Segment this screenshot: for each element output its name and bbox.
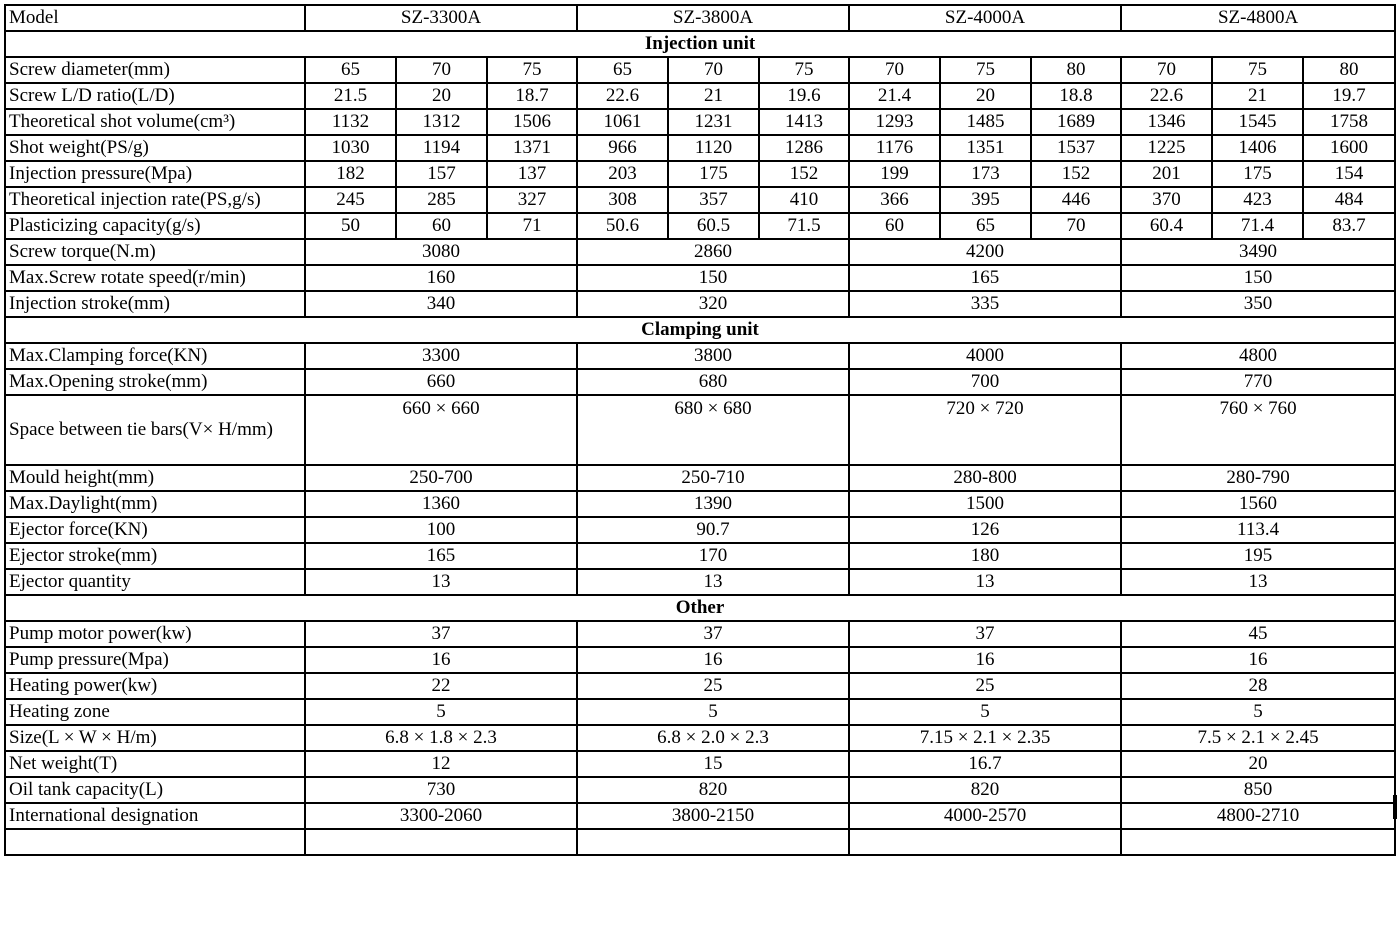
row-value: 157 (396, 161, 487, 187)
row-value: 250-710 (577, 465, 849, 491)
row-value: 21.5 (305, 83, 396, 109)
spec-table-body (5, 5, 1395, 855)
row-value: 340 (305, 291, 577, 317)
row-value: 21 (1212, 83, 1303, 109)
row-value: 1371 (487, 135, 577, 161)
row-value: 730 (305, 777, 577, 803)
table-row (5, 239, 1395, 265)
row-value: 1061 (577, 109, 668, 135)
table-row (5, 343, 1395, 369)
row-value: 1506 (487, 109, 577, 135)
table-row (5, 187, 1395, 213)
row-value: 60.4 (1121, 213, 1212, 239)
row-label: Max.Screw rotate speed(r/min) (5, 265, 305, 291)
row-value: 13 (1121, 569, 1395, 595)
row-value: 1600 (1303, 135, 1395, 161)
row-value: 327 (487, 187, 577, 213)
row-label: Shot weight(PS/g) (5, 135, 305, 161)
row-value: 19.7 (1303, 83, 1395, 109)
row-value: 4000-2570 (849, 803, 1121, 829)
row-value: 5 (1121, 699, 1395, 725)
spec-table (4, 4, 1396, 856)
row-value: 245 (305, 187, 396, 213)
row-value: 423 (1212, 187, 1303, 213)
row-value: 660 (305, 369, 577, 395)
row-value: 1545 (1212, 109, 1303, 135)
row-value: 966 (577, 135, 668, 161)
row-value: 1030 (305, 135, 396, 161)
row-value: 1286 (759, 135, 849, 161)
row-value: 45 (1121, 621, 1395, 647)
model-name: SZ-3800A (577, 5, 849, 31)
table-row (5, 265, 1395, 291)
table-row (5, 369, 1395, 395)
row-value: 50.6 (577, 213, 668, 239)
row-value: 335 (849, 291, 1121, 317)
row-value: 250-700 (305, 465, 577, 491)
row-value: 12 (305, 751, 577, 777)
row-value: 22.6 (577, 83, 668, 109)
table-row (5, 465, 1395, 491)
row-value: 285 (396, 187, 487, 213)
row-value: 180 (849, 543, 1121, 569)
row-value: 3300-2060 (305, 803, 577, 829)
table-row (5, 517, 1395, 543)
row-value: 173 (940, 161, 1031, 187)
row-value: 21.4 (849, 83, 940, 109)
row-value: 20 (940, 83, 1031, 109)
row-value: 18.8 (1031, 83, 1121, 109)
row-value: 170 (577, 543, 849, 569)
row-value: 280-790 (1121, 465, 1395, 491)
row-label: Theoretical injection rate(PS,g/s) (5, 187, 305, 213)
section-row-other (5, 595, 1395, 621)
table-row (5, 109, 1395, 135)
row-value: 75 (1212, 57, 1303, 83)
header-model-label: Model (5, 5, 305, 31)
model-name: SZ-4800A (1121, 5, 1395, 31)
row-value: 13 (305, 569, 577, 595)
table-row (5, 621, 1395, 647)
row-value: 152 (759, 161, 849, 187)
row-label: Mould height(mm) (5, 465, 305, 491)
table-row (5, 491, 1395, 517)
empty-row (5, 829, 1395, 855)
row-value: 357 (668, 187, 759, 213)
table-row (5, 699, 1395, 725)
table-row (5, 673, 1395, 699)
row-value: 1225 (1121, 135, 1212, 161)
row-value: 1346 (1121, 109, 1212, 135)
empty-cell (849, 829, 1121, 855)
row-value: 80 (1303, 57, 1395, 83)
header-row (5, 5, 1395, 31)
row-value: 4800-2710 (1121, 803, 1395, 829)
row-label: Theoretical shot volume(cm³) (5, 109, 305, 135)
table-row (5, 161, 1395, 187)
row-value: 150 (577, 265, 849, 291)
row-value: 60 (849, 213, 940, 239)
table-row (5, 213, 1395, 239)
row-value: 3300 (305, 343, 577, 369)
row-value: 7.15 × 2.1 × 2.35 (849, 725, 1121, 751)
row-value: 308 (577, 187, 668, 213)
row-value: 6.8 × 1.8 × 2.3 (305, 725, 577, 751)
row-label: Screw diameter(mm) (5, 57, 305, 83)
row-value: 446 (1031, 187, 1121, 213)
row-value: 770 (1121, 369, 1395, 395)
row-value: 65 (940, 213, 1031, 239)
row-value: 201 (1121, 161, 1212, 187)
row-label: International designation (5, 803, 305, 829)
row-value: 70 (396, 57, 487, 83)
row-value: 70 (849, 57, 940, 83)
row-value: 1176 (849, 135, 940, 161)
row-label: Injection pressure(Mpa) (5, 161, 305, 187)
row-label: Screw torque(N.m) (5, 239, 305, 265)
row-value: 25 (849, 673, 1121, 699)
row-value: 1194 (396, 135, 487, 161)
row-value: 1120 (668, 135, 759, 161)
model-name: SZ-4000A (849, 5, 1121, 31)
row-value: 150 (1121, 265, 1395, 291)
row-value: 175 (668, 161, 759, 187)
row-value: 182 (305, 161, 396, 187)
empty-cell (305, 829, 577, 855)
row-value: 199 (849, 161, 940, 187)
row-value: 18.7 (487, 83, 577, 109)
row-value: 1500 (849, 491, 1121, 517)
row-value: 760 × 760 (1121, 395, 1395, 465)
row-value: 37 (577, 621, 849, 647)
section-title: Other (5, 595, 1395, 621)
row-value: 680 × 680 (577, 395, 849, 465)
row-value: 1360 (305, 491, 577, 517)
row-value: 13 (849, 569, 1121, 595)
row-label: Pump pressure(Mpa) (5, 647, 305, 673)
row-value: 1689 (1031, 109, 1121, 135)
row-value: 4800 (1121, 343, 1395, 369)
row-value: 20 (396, 83, 487, 109)
row-value: 7.5 × 2.1 × 2.45 (1121, 725, 1395, 751)
row-value: 484 (1303, 187, 1395, 213)
row-value: 1413 (759, 109, 849, 135)
table-row (5, 135, 1395, 161)
row-label: Pump motor power(kw) (5, 621, 305, 647)
row-value: 60 (396, 213, 487, 239)
row-value: 1293 (849, 109, 940, 135)
row-value: 37 (305, 621, 577, 647)
row-value: 70 (668, 57, 759, 83)
row-value: 680 (577, 369, 849, 395)
table-row (5, 569, 1395, 595)
row-value: 165 (849, 265, 1121, 291)
table-row (5, 777, 1395, 803)
row-value: 1537 (1031, 135, 1121, 161)
row-value: 720 × 720 (849, 395, 1121, 465)
row-value: 195 (1121, 543, 1395, 569)
row-label: Screw L/D ratio(L/D) (5, 83, 305, 109)
row-value: 13 (577, 569, 849, 595)
row-value: 1758 (1303, 109, 1395, 135)
empty-cell (577, 829, 849, 855)
row-value: 4000 (849, 343, 1121, 369)
row-value: 370 (1121, 187, 1212, 213)
row-value: 280-800 (849, 465, 1121, 491)
row-value: 366 (849, 187, 940, 213)
table-row (5, 803, 1395, 829)
row-label: Max.Daylight(mm) (5, 491, 305, 517)
row-value: 28 (1121, 673, 1395, 699)
row-label: Size(L × W × H/m) (5, 725, 305, 751)
row-value: 70 (1031, 213, 1121, 239)
row-value: 6.8 × 2.0 × 2.3 (577, 725, 849, 751)
row-label: Heating power(kw) (5, 673, 305, 699)
row-value: 3800 (577, 343, 849, 369)
row-value: 83.7 (1303, 213, 1395, 239)
row-label: Net weight(T) (5, 751, 305, 777)
row-label: Plasticizing capacity(g/s) (5, 213, 305, 239)
row-value: 75 (487, 57, 577, 83)
table-row (5, 395, 1395, 465)
section-row-injection (5, 31, 1395, 57)
row-value: 410 (759, 187, 849, 213)
row-value: 16 (577, 647, 849, 673)
row-value: 65 (305, 57, 396, 83)
row-label: Injection stroke(mm) (5, 291, 305, 317)
row-value: 25 (577, 673, 849, 699)
row-value: 1351 (940, 135, 1031, 161)
row-value: 1132 (305, 109, 396, 135)
row-label: Max.Clamping force(KN) (5, 343, 305, 369)
row-value: 5 (849, 699, 1121, 725)
table-row (5, 543, 1395, 569)
section-title: Injection unit (5, 31, 1395, 57)
row-value: 71 (487, 213, 577, 239)
row-value: 1231 (668, 109, 759, 135)
row-value: 22 (305, 673, 577, 699)
row-label: Space between tie bars(V× H/mm) (5, 395, 305, 465)
row-value: 165 (305, 543, 577, 569)
row-value: 90.7 (577, 517, 849, 543)
row-value: 15 (577, 751, 849, 777)
row-value: 16 (1121, 647, 1395, 673)
row-value: 113.4 (1121, 517, 1395, 543)
row-value: 700 (849, 369, 1121, 395)
row-value: 19.6 (759, 83, 849, 109)
row-label: Ejector quantity (5, 569, 305, 595)
row-value: 80 (1031, 57, 1121, 83)
row-value: 850 (1121, 777, 1395, 803)
table-row (5, 83, 1395, 109)
row-value: 175 (1212, 161, 1303, 187)
row-value: 137 (487, 161, 577, 187)
row-value: 65 (577, 57, 668, 83)
row-value: 75 (940, 57, 1031, 83)
row-label: Max.Opening stroke(mm) (5, 369, 305, 395)
row-value: 820 (577, 777, 849, 803)
empty-cell (5, 829, 305, 855)
row-value: 1485 (940, 109, 1031, 135)
row-value: 70 (1121, 57, 1212, 83)
row-value: 20 (1121, 751, 1395, 777)
row-value: 4200 (849, 239, 1121, 265)
row-value: 1390 (577, 491, 849, 517)
row-value: 60.5 (668, 213, 759, 239)
row-value: 5 (577, 699, 849, 725)
row-value: 75 (759, 57, 849, 83)
model-name: SZ-3300A (305, 5, 577, 31)
row-value: 203 (577, 161, 668, 187)
row-label: Heating zone (5, 699, 305, 725)
empty-cell (1121, 829, 1395, 855)
row-value: 1312 (396, 109, 487, 135)
row-value: 3080 (305, 239, 577, 265)
row-value: 395 (940, 187, 1031, 213)
row-value: 5 (305, 699, 577, 725)
row-value: 820 (849, 777, 1121, 803)
row-value: 16 (849, 647, 1121, 673)
row-value: 152 (1031, 161, 1121, 187)
row-label: Ejector stroke(mm) (5, 543, 305, 569)
row-value: 320 (577, 291, 849, 317)
table-row (5, 57, 1395, 83)
row-value: 2860 (577, 239, 849, 265)
row-value: 100 (305, 517, 577, 543)
table-row (5, 725, 1395, 751)
edge-marker (1393, 795, 1397, 819)
row-value: 3490 (1121, 239, 1395, 265)
row-value: 1560 (1121, 491, 1395, 517)
row-value: 37 (849, 621, 1121, 647)
row-value: 350 (1121, 291, 1395, 317)
row-value: 71.5 (759, 213, 849, 239)
row-value: 16.7 (849, 751, 1121, 777)
section-row-clamping (5, 317, 1395, 343)
row-value: 71.4 (1212, 213, 1303, 239)
row-value: 154 (1303, 161, 1395, 187)
section-title: Clamping unit (5, 317, 1395, 343)
table-row (5, 291, 1395, 317)
row-label: Oil tank capacity(L) (5, 777, 305, 803)
row-value: 3800-2150 (577, 803, 849, 829)
table-row (5, 647, 1395, 673)
row-value: 126 (849, 517, 1121, 543)
row-value: 22.6 (1121, 83, 1212, 109)
row-label: Ejector force(KN) (5, 517, 305, 543)
row-value: 1406 (1212, 135, 1303, 161)
row-value: 16 (305, 647, 577, 673)
row-value: 160 (305, 265, 577, 291)
row-value: 50 (305, 213, 396, 239)
row-value: 21 (668, 83, 759, 109)
table-row (5, 751, 1395, 777)
row-value: 660 × 660 (305, 395, 577, 465)
